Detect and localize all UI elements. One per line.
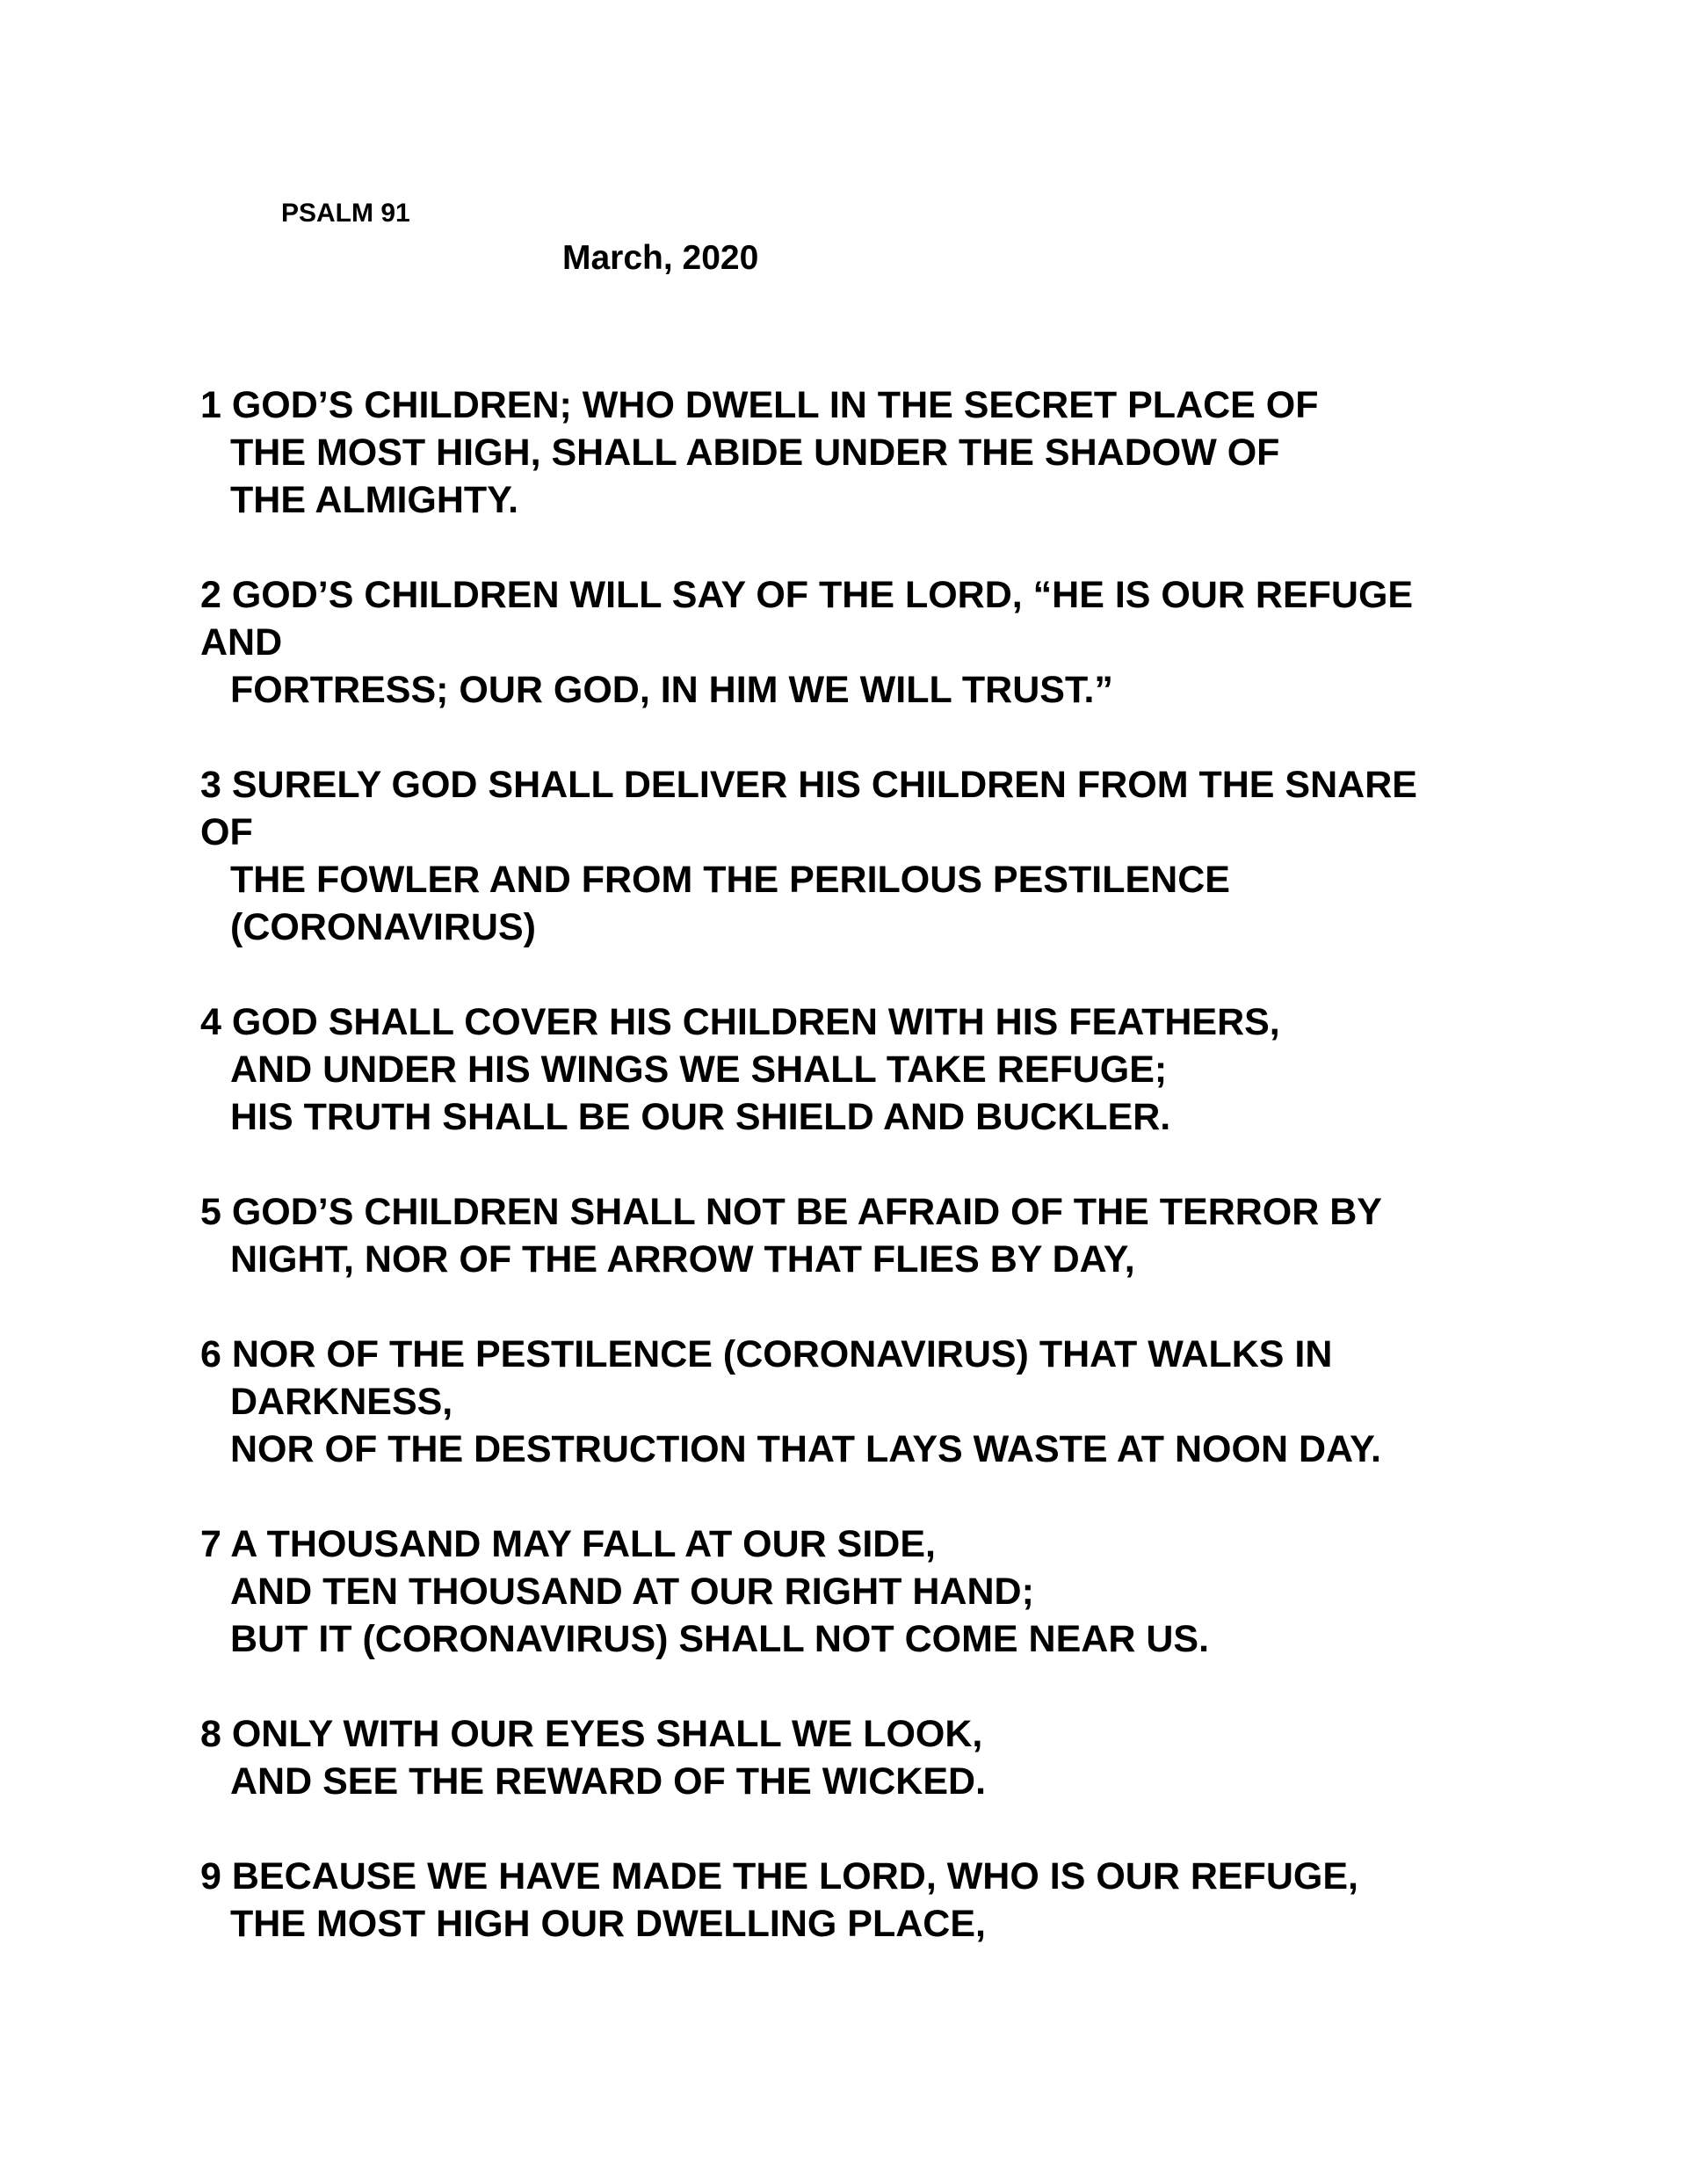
verse-line: 3 SURELY GOD SHALL DELIVER HIS CHILDREN FROM THE SNARE [200, 764, 1417, 806]
verse-list [200, 381, 1571, 1995]
verse-5 [200, 1188, 1571, 1283]
verse-9 [200, 1853, 1571, 1948]
verse-4 [200, 998, 1571, 1141]
verse-line: NOR OF THE DESTRUCTION THAT LAYS WASTE AT NOON DAY. [230, 1428, 1381, 1470]
verse-line: AND SEE THE REWARD OF THE WICKED. [230, 1760, 987, 1803]
verse-line: AND TEN THOUSAND AT OUR RIGHT HAND; [230, 1571, 1034, 1613]
verse-line: DARKNESS, [230, 1381, 453, 1423]
verse-line: BUT IT (CORONAVIRUS) SHALL NOT COME NEAR US. [230, 1618, 1210, 1660]
verse-line: AND UNDER HIS WINGS WE SHALL TAKE REFUGE; [230, 1048, 1168, 1091]
verse-1 [200, 381, 1571, 524]
verse-2 [200, 571, 1571, 714]
verse-line: 6 NOR OF THE PESTILENCE (CORONAVIRUS) THAT WALKS IN [200, 1333, 1333, 1375]
verse-line: 2 GOD’S CHILDREN WILL SAY OF THE LORD, “HE IS OUR REFUGE [200, 574, 1414, 616]
verse-line: (CORONAVIRUS) [230, 906, 536, 948]
verse-line: THE MOST HIGH OUR DWELLING PLACE, [230, 1903, 986, 1945]
date-line: March, 2020 [562, 239, 759, 277]
verse-line: NIGHT, NOR OF THE ARROW THAT FLIES BY DAY, [230, 1238, 1135, 1281]
verse-3 [200, 761, 1571, 951]
verse-line: OF [200, 811, 253, 853]
verse-line: THE ALMIGHTY. [230, 479, 519, 521]
verse-8 [200, 1710, 1571, 1805]
psalm-title: PSALM 91 [281, 199, 410, 228]
verse-line: 4 GOD SHALL COVER HIS CHILDREN WITH HIS FEATHERS, [200, 1001, 1280, 1043]
verse-line: 9 BECAUSE WE HAVE MADE THE LORD, WHO IS OUR REFUGE, [200, 1855, 1358, 1897]
verse-line: HIS TRUTH SHALL BE OUR SHIELD AND BUCKLER. [230, 1096, 1171, 1138]
verse-line: 1 GOD’S CHILDREN; WHO DWELL IN THE SECRET PLACE OF [200, 384, 1319, 426]
verse-line: 5 GOD’S CHILDREN SHALL NOT BE AFRAID OF THE TERROR BY [200, 1191, 1382, 1233]
verse-line: THE FOWLER AND FROM THE PERILOUS PESTILENCE [230, 859, 1230, 901]
verse-line: THE MOST HIGH, SHALL ABIDE UNDER THE SHADOW OF [230, 432, 1280, 474]
verse-line: AND [200, 621, 283, 664]
verse-line: 7 A THOUSAND MAY FALL AT OUR SIDE, [200, 1523, 936, 1565]
verse-7 [200, 1520, 1571, 1663]
verse-line: 8 ONLY WITH OUR EYES SHALL WE LOOK, [200, 1713, 983, 1755]
verse-line: FORTRESS; OUR GOD, IN HIM WE WILL TRUST.” [230, 669, 1113, 711]
verse-6 [200, 1331, 1571, 1473]
